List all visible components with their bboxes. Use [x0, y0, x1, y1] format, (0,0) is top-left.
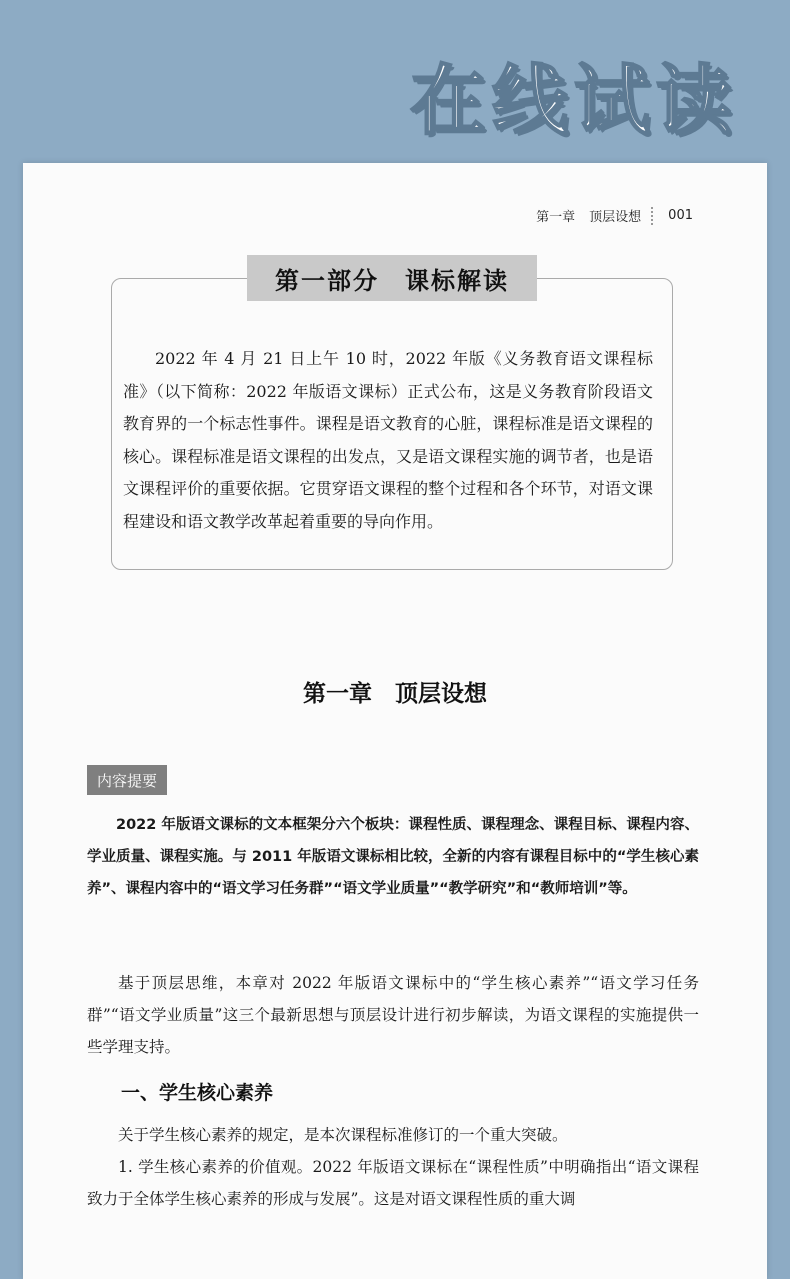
summary-label: 内容提要 — [87, 765, 167, 795]
running-head-chapter: 第一章 — [536, 210, 576, 225]
section-paragraph-2: 1. 学生核心素养的价值观。2022 年版语文课标在“课程性质”中明确指出“语文课程致力于全体学生核心素养的形成与发展”。这是对语文课程性质的重大调 — [87, 1158, 699, 1208]
chapter-intro-text: 基于顶层思维，本章对 2022 年版语文课标中的“学生核心素养”“语文学习任务群”“语文学业质量”这三个最新思想与顶层设计进行初步解读，为语文课程的实施提供一些学理支持。 — [87, 974, 699, 1056]
section-paragraph-1: 关于学生核心素养的规定，是本次课程标准修订的一个重大突破。 — [118, 1126, 568, 1144]
running-head-divider — [651, 207, 654, 225]
part-title: 第一部分 课标解读 — [247, 255, 537, 301]
running-head-title: 顶层设想 — [589, 210, 642, 225]
book-page — [23, 163, 767, 1279]
page-number: 001 — [668, 208, 693, 223]
part-intro-text: 2022 年 4 月 21 日上午 10 时，2022 年版《义务教育语文课程标准》（以下简称：2022 年版语文课标）正式公布，这是义务教育阶段语文教育界的一个标志性事件。课程是语文教育的心脏，课程标准是语文课程的核心。课程标准是语文课程的出发点，又是语文课程实施的调节者，也是语文课程评价的重要依据。它贯穿语文课程的整个过程和各个环节，对语文课程建设和语文教学改革起着重要的导向作用。 — [123, 349, 653, 531]
chapter-title: 第一章 顶层设想 — [303, 681, 487, 707]
banner-title: 在线试读 — [410, 56, 738, 145]
section-heading: 一、学生核心素养 — [121, 1082, 274, 1104]
running-head — [536, 206, 693, 225]
summary-text: 2022 年版语文课标的文本框架分六个板块：课程性质、课程理念、课程目标、课程内容、学业质量、课程实施。与 2011 年版语文课标相比较，全新的内容有课程目标中的“学生核心素养”、课程内容中的“语文学习任务群”“语文学业质量”“教学研究”和“教师培训”等。 — [87, 817, 699, 897]
